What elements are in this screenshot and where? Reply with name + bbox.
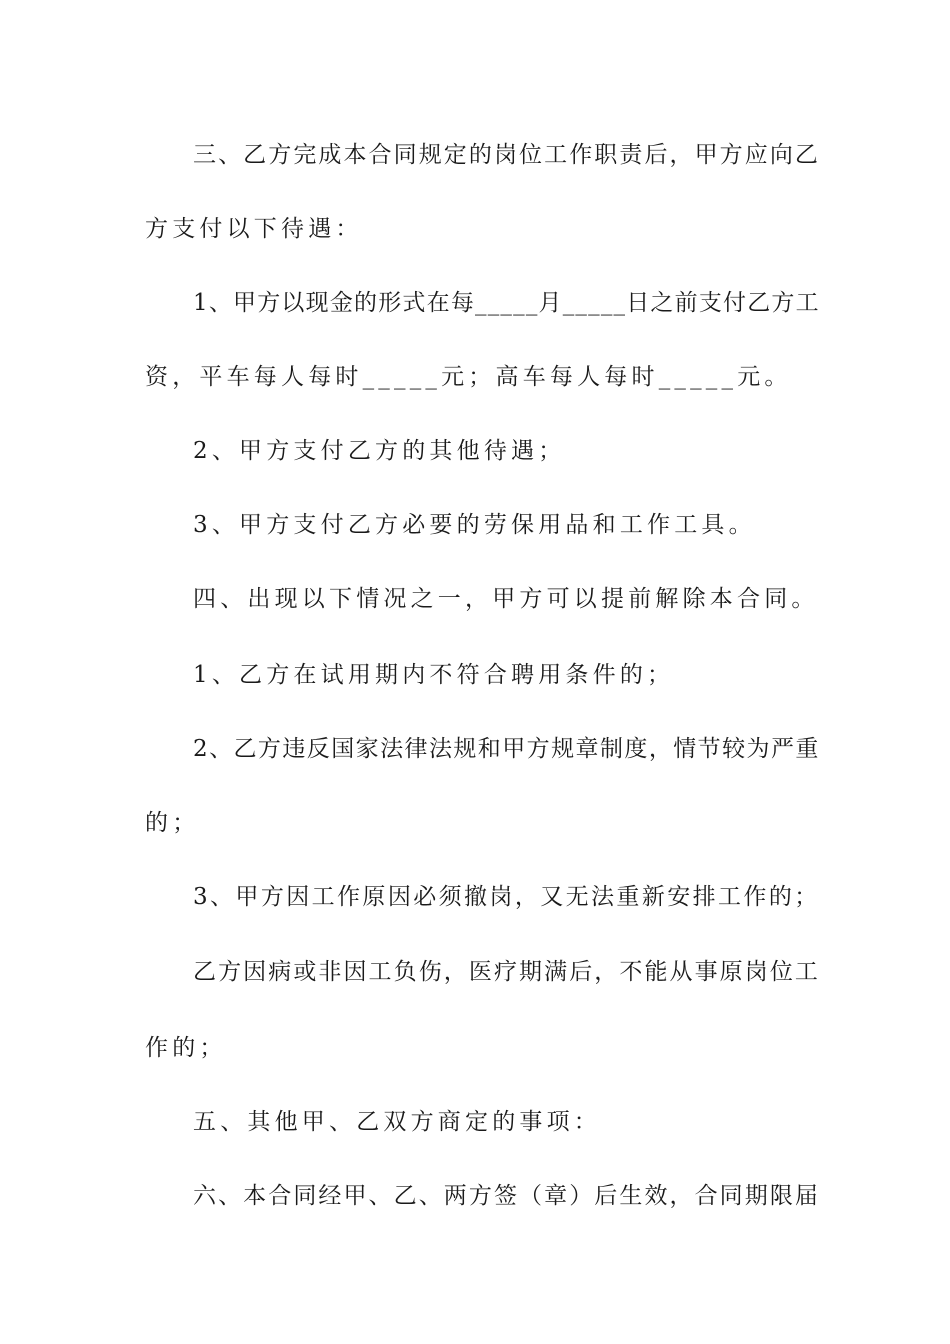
clause-4-4-line-1: 乙方因病或非因工负伤，医疗期满后，不能从事原岗位工: [193, 959, 820, 985]
clause-4-3-line-1: 3、甲方因工作原因必须撤岗，又无法重新安排工作的；: [193, 884, 820, 910]
clause-3-1-line-2: 资，平车每人每时_____元；高车每人每时_____元。: [145, 364, 792, 390]
clause-3-1-line-1: 1、甲方以现金的形式在每_____月_____日之前支付乙方工: [193, 290, 820, 316]
clause-3-line-1: 三、乙方完成本合同规定的岗位工作职责后，甲方应向乙: [193, 142, 820, 168]
clause-5-line-1: 五、其他甲、乙双方商定的事项：: [193, 1109, 601, 1135]
clause-4-4-line-2: 作的；: [145, 1035, 227, 1061]
clause-4-2-line-1: 2、乙方违反国家法律法规和甲方规章制度，情节较为严重: [193, 736, 820, 762]
clause-3-line-2: 方支付以下待遇：: [145, 216, 363, 242]
clause-3-2-line-1: 2、甲方支付乙方的其他待遇；: [193, 438, 566, 464]
clause-4-line-1: 四、出现以下情况之一，甲方可以提前解除本合同。: [193, 586, 819, 612]
clause-4-1-line-1: 1、乙方在试用期内不符合聘用条件的；: [193, 662, 675, 688]
clause-6-line-1: 六、本合同经甲、乙、两方签（章）后生效，合同期限届: [193, 1183, 820, 1209]
clause-3-3-line-1: 3、甲方支付乙方必要的劳保用品和工作工具。: [193, 512, 756, 538]
clause-4-2-line-2: 的；: [145, 810, 200, 836]
